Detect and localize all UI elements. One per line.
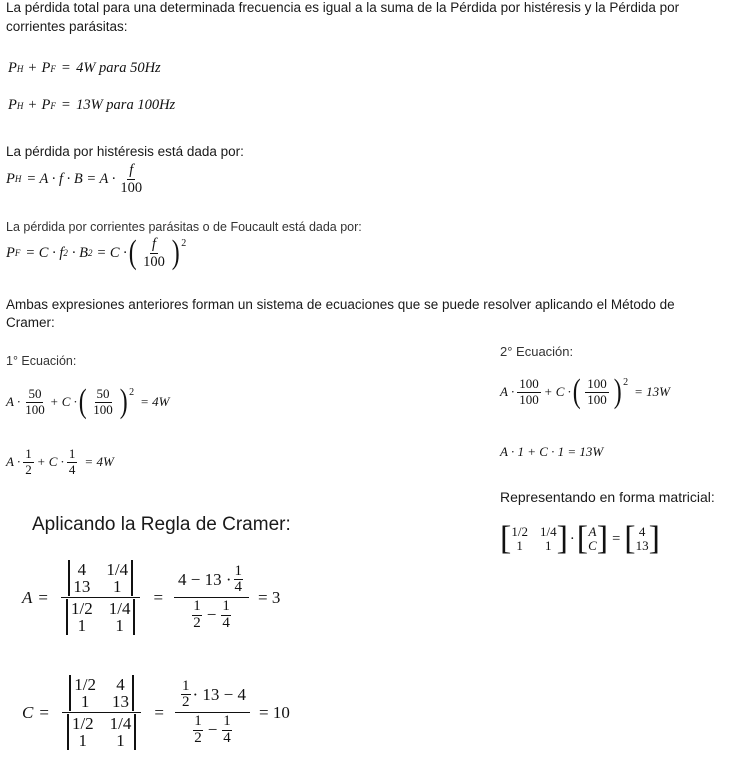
numerator-determinant (65, 560, 136, 596)
system-line-1: Ambas expresiones anteriores forman un sistema de ecuaciones que se puede resolver aplicando el Método de (6, 297, 675, 312)
fraction (192, 599, 202, 632)
fraction (585, 377, 609, 408)
rhs: = 4W (84, 454, 114, 470)
numerator: 1 (193, 598, 201, 614)
sub-h: H (16, 63, 24, 74)
eddy-formula (6, 236, 186, 270)
fraction (221, 599, 231, 632)
equals-sign: = (39, 702, 49, 722)
numerator: f (129, 162, 134, 178)
left-bracket: [ (500, 520, 512, 557)
det-cell: 1 (112, 577, 122, 596)
denominator: 4 (223, 729, 231, 746)
sub-f: F (50, 100, 56, 111)
numerator-determinant (66, 675, 137, 711)
f-over-100 (141, 236, 167, 270)
vector-cell: 13 (635, 538, 649, 553)
result-vector (624, 522, 660, 556)
term-a: A · (500, 384, 515, 399)
cramer-a (22, 560, 280, 635)
exponent: 2 (129, 387, 135, 398)
term-c: + C · (36, 454, 64, 470)
exponent: 2 (63, 248, 68, 259)
fraction (23, 387, 47, 418)
intro-line-1: La pérdida total para una determinada frecuencia es igual a la suma de la Pérdida por histéresis y la Pérdida por (6, 0, 680, 15)
left-paren: ( (128, 234, 137, 272)
determinant-fraction (59, 560, 142, 635)
det-cell: 1 (78, 731, 88, 750)
det-cell: 4 (77, 560, 87, 579)
plus-sign: + (28, 97, 37, 113)
denominator: 2 (25, 461, 32, 477)
denominator: 4 (234, 579, 243, 596)
det-cell: 13 (112, 692, 130, 711)
vector-cell: C (588, 538, 597, 553)
left-bracket: [ (576, 520, 589, 557)
fraction (91, 387, 115, 418)
left-paren: ( (572, 373, 581, 410)
numerator: f (152, 236, 157, 252)
determinant-fraction (60, 675, 143, 750)
second-equation-heading: 2° Ecuación: (500, 344, 574, 359)
equals-sign: = (612, 530, 621, 547)
p-symbol: P (6, 170, 15, 187)
numerator: 1 (223, 713, 231, 729)
variable-c: C (22, 702, 34, 722)
denominator: 100 (519, 391, 539, 407)
numerator: 1 (182, 677, 190, 694)
cramer-c (22, 675, 290, 750)
intro-line-2: corrientes parásitas: (6, 19, 128, 34)
cramer-heading: Aplicando la Regla de Cramer: (32, 514, 291, 535)
denominator-determinant (64, 714, 139, 750)
f-over-100 (118, 162, 144, 196)
plus-sign: + (28, 60, 37, 76)
eddy-label: La pérdida por corrientes parásitas o de Foucault está dada por: (6, 220, 362, 234)
fraction (517, 377, 541, 408)
coefficient-matrix (500, 522, 568, 556)
vector-cell: 4 (638, 524, 646, 540)
det-cell: 1/2 (74, 675, 97, 694)
denominator: 100 (587, 391, 607, 407)
p-symbol: P (6, 244, 15, 261)
det-cell: 1/4 (106, 560, 129, 579)
numerator: 1 (234, 562, 243, 579)
det-cell: 13 (73, 577, 91, 596)
minus-sign: − (207, 720, 218, 740)
equals-sign: = (61, 97, 71, 113)
det-cell: 4 (116, 675, 125, 694)
denominator: 4 (68, 461, 76, 477)
variable-vector (577, 522, 608, 556)
matrix-label: Representando en forma matricial: (500, 489, 715, 505)
fraction (222, 714, 232, 747)
rhs: = 4W (140, 394, 170, 409)
exponent: 2 (181, 238, 187, 249)
det-cell: 1 (116, 731, 125, 750)
hysteresis-formula (6, 162, 147, 196)
rhs-100hz: 13W para 100Hz (76, 97, 176, 113)
evaluated-fraction (174, 564, 249, 632)
exponent: 2 (623, 377, 629, 388)
matrix-cell: 1 (545, 538, 552, 553)
variable-a: A (22, 587, 33, 607)
det-cell: 1/2 (70, 599, 93, 618)
system-line-2: Cramer: (6, 315, 55, 330)
p-symbol: P (8, 60, 17, 76)
first-equation-heading: 1° Ecuación: (6, 354, 77, 368)
evaluated-fraction (175, 679, 250, 747)
equals-sign: = (153, 587, 164, 607)
term-c: + C · (49, 394, 77, 409)
first-equation-line-2 (6, 447, 114, 478)
det-cell: 1/2 (71, 714, 94, 733)
p-symbol: P (41, 60, 51, 76)
numerator-expression: · 13 − 4 (192, 684, 246, 704)
left-bracket: [ (624, 520, 636, 557)
right-paren: ) (119, 383, 128, 420)
vector-cell: A (588, 524, 597, 540)
rhs: = 13W (634, 384, 670, 399)
total-loss-eq-50hz (8, 60, 161, 77)
rhs-50hz: 4W para 50Hz (76, 60, 161, 76)
fraction (193, 714, 203, 747)
denominator: 100 (25, 401, 45, 417)
numerator: 50 (96, 385, 110, 401)
fraction (23, 447, 34, 478)
denominator: 4 (222, 614, 230, 631)
exponent: 2 (87, 248, 93, 259)
result: = 10 (259, 702, 290, 722)
numerator: 1 (222, 598, 230, 614)
equals-sign: = (38, 587, 48, 607)
result: = 3 (258, 587, 281, 607)
minus-sign: − (206, 605, 217, 625)
p-symbol: P (8, 97, 17, 113)
right-bracket: ] (648, 520, 660, 557)
numerator: 1 (68, 446, 76, 461)
numerator: 100 (587, 375, 607, 391)
fraction (234, 564, 244, 597)
det-cell: 1 (115, 616, 124, 635)
right-bracket: ] (596, 520, 609, 557)
p-symbol: P (41, 97, 51, 113)
eddy-body-2: · B (71, 244, 88, 261)
fraction (67, 447, 78, 478)
det-cell: 1/4 (108, 599, 131, 618)
denominator: 2 (193, 614, 201, 631)
denominator-determinant (63, 599, 138, 635)
sub-h: H (14, 174, 22, 185)
left-paren: ( (78, 383, 87, 420)
right-bracket: ] (556, 520, 568, 557)
hysteresis-body: = A · f · B = A · (26, 170, 116, 187)
matrix-cell: 1/4 (539, 524, 557, 540)
det-cell: 1/4 (109, 714, 132, 733)
second-equation-line-1 (500, 375, 670, 409)
numerator: 50 (28, 385, 42, 401)
matrix-cell: 1/2 (511, 524, 528, 540)
sub-h: H (16, 100, 24, 111)
denominator: 100 (120, 179, 143, 196)
total-loss-eq-100hz (8, 97, 175, 114)
det-cell: 1 (77, 616, 87, 635)
det-cell: 1 (80, 692, 90, 711)
fraction (181, 679, 191, 712)
term-a: A · (6, 454, 21, 470)
first-equation-line-1 (6, 385, 169, 419)
term-c: + C · (543, 384, 571, 399)
equals-sign: = (61, 60, 71, 76)
denominator: 2 (182, 694, 190, 711)
numerator-expression: 4 − 13 · (178, 569, 232, 589)
denominator: 100 (93, 401, 113, 417)
term-a: A · (6, 394, 21, 409)
eddy-body-3: = C · (96, 244, 127, 261)
equals-sign: = (154, 702, 164, 722)
second-equation-line-2: A · 1 + C · 1 = 13W (500, 444, 604, 459)
matrix-cell: 1 (516, 538, 523, 553)
hysteresis-label: La pérdida por histéresis está dada por: (6, 144, 244, 159)
numerator: 100 (519, 375, 539, 391)
sub-f: F (50, 63, 56, 74)
eddy-body-1: = C · f (25, 244, 64, 261)
right-paren: ) (171, 234, 180, 272)
numerator: 1 (194, 713, 202, 729)
dot-operator: · (569, 530, 575, 547)
denominator: 2 (194, 729, 202, 746)
denominator: 100 (143, 253, 165, 270)
matrix-equation (500, 522, 660, 556)
right-paren: ) (613, 373, 622, 410)
numerator: 1 (25, 446, 32, 461)
sub-f: F (14, 248, 21, 259)
